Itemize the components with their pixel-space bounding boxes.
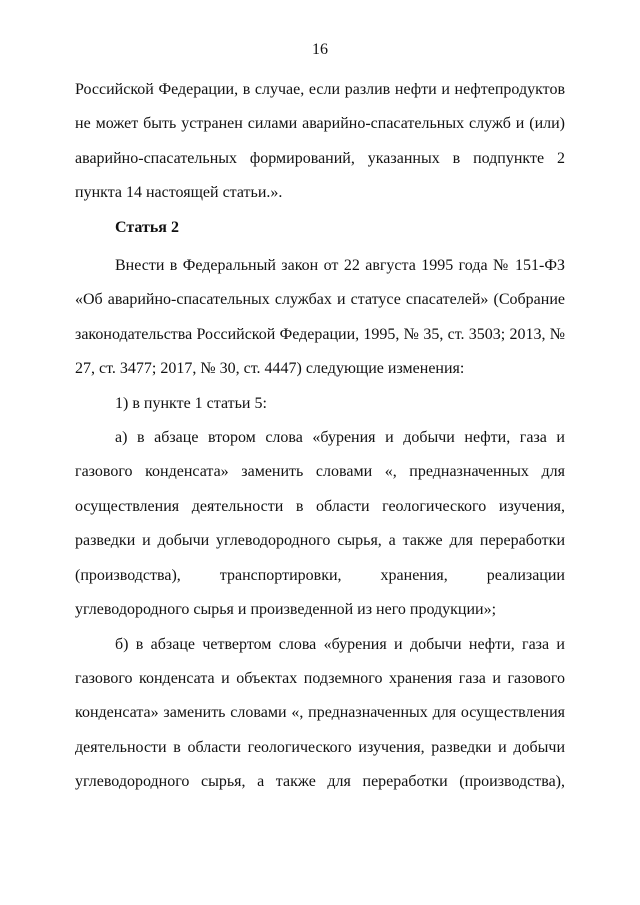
article-heading: Статья 2 — [115, 218, 179, 236]
paragraph-amendment-intro: Внести в Федеральный закон от 22 августа 1995 года № 151-ФЗ «Об аварийно-спасательных службах и статусе спасателей» (Собрание законодательства Российской Федерации, 1995, № 35, ст. 3503; 2013, № 27, ст. 3477; 2017, № 30, ст. 4447) следующие изменения: — [75, 257, 565, 378]
paragraph-subitem-a: а) в абзаце втором слова «бурения и добычи нефти, газа и газового конденсата» заменить словами «, предназначенных для осуществления деятельности в области геологического изучения, разведки и добычи углеводородного сырья, а также для переработки (производства), транспортировки, хранения, реализации углеводородного сырья и произведенной из него продукции»; — [75, 429, 565, 619]
paragraph-item-1: 1) в пункте 1 статьи 5: — [115, 394, 267, 412]
document-body — [75, 73, 565, 800]
paragraph-continuation: Российской Федерации, в случае, если разлив нефти и нефтепродуктов не может быть устранен силами аварийно-спасательных служб и (или) аварийно-спасательных формирований, указанных в подпункте 2 пункта 14 настоящей статьи.». — [75, 81, 565, 202]
paragraph-subitem-b: б) в абзаце четвертом слова «бурения и добычи нефти, газа и газового конденсата и объектах подземного хранения газа и газового конденсата» заменить словами «, предназначенных для осуществления деятельности в области геологического изучения, разведки и добычи углеводородного сырья, а также для переработки (производства), — [75, 635, 565, 791]
page-number: 16 — [312, 41, 328, 58]
